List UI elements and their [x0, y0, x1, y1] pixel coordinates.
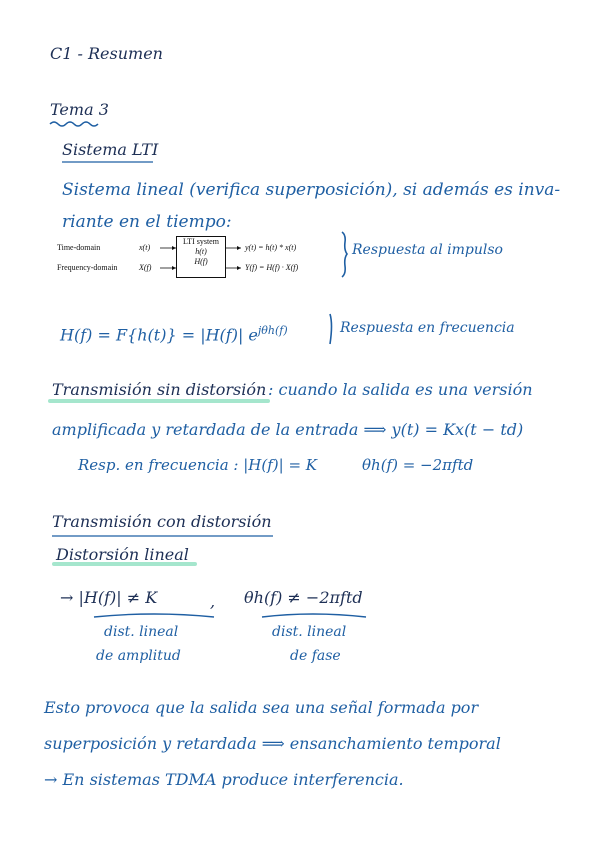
sin-distorsion-phase: θh(f) = −2πftd — [362, 456, 474, 474]
output-time: y(t) = h(t) * x(t) — [245, 243, 297, 252]
conclusion-line-2: superposición y retardada ⟹ ensanchamiento temporal — [44, 734, 501, 753]
box-title: LTI system — [183, 237, 219, 246]
frequency-domain-label: Frequency-domain — [57, 263, 118, 272]
lti-line-1: Sistema lineal (verifica superposición), si además es inva- — [62, 180, 561, 200]
tema-title: Tema 3 — [50, 100, 109, 119]
lti-line-2: riante en el tiempo: — [62, 212, 232, 232]
freq-response-exponent: jθh(f) — [257, 324, 288, 337]
conclusion-line-3: → En sistemas TDMA produce interferencia. — [44, 770, 404, 789]
phase-label-2: de fase — [290, 648, 341, 664]
phase-brace — [262, 614, 366, 617]
conclusion-line-1: Esto provoca que la salida sea una señal formada por — [44, 698, 479, 717]
impulse-response-note: Respuesta al impulso — [352, 242, 503, 258]
amp-brace — [94, 614, 214, 617]
con-distorsion-heading: Transmisión con distorsión — [52, 512, 272, 531]
input-time: x(t) — [139, 243, 151, 252]
lti-heading: Sistema LTI — [62, 140, 159, 159]
box-freq: H(f) — [194, 257, 208, 266]
page-title: C1 - Resumen — [50, 44, 163, 63]
cond-comma: , — [210, 592, 216, 611]
tema-squiggle — [50, 122, 98, 126]
bar-freq-response — [330, 314, 332, 344]
sin-distorsion-line-2: amplificada y retardada de la entrada ⟹ y(t) = Kx(t − td) — [52, 420, 524, 439]
phase-label-1: dist. lineal — [272, 624, 347, 640]
cond-amplitude: → |H(f)| ≠ K — [60, 588, 158, 607]
freq-response-note: Respuesta en frecuencia — [340, 320, 515, 336]
sin-distorsion-heading: Transmisión sin distorsión — [52, 380, 267, 399]
time-domain-label: Time-domain — [57, 243, 101, 252]
sin-distorsion-freq: Resp. en frecuencia : |H(f)| = K — [78, 456, 317, 474]
amp-label-1: dist. lineal — [104, 624, 179, 640]
sin-distorsion-line-1: : cuando la salida es una versión — [268, 380, 533, 399]
freq-response-equation — [60, 324, 288, 344]
distorsion-lineal-heading: Distorsión lineal — [56, 545, 189, 564]
highlight-sin-distorsion — [48, 399, 270, 403]
box-time: h(t) — [195, 247, 207, 256]
cond-phase: θh(f) ≠ −2πftd — [244, 588, 363, 607]
amp-label-2: de amplitud — [96, 648, 181, 664]
freq-response-main: H(f) = F{h(t)} = |H(f)| e — [60, 325, 258, 345]
input-freq: X(f) — [139, 263, 152, 272]
brace-impulse — [342, 232, 347, 277]
output-freq: Y(f) = H(f) · X(f) — [245, 263, 299, 272]
